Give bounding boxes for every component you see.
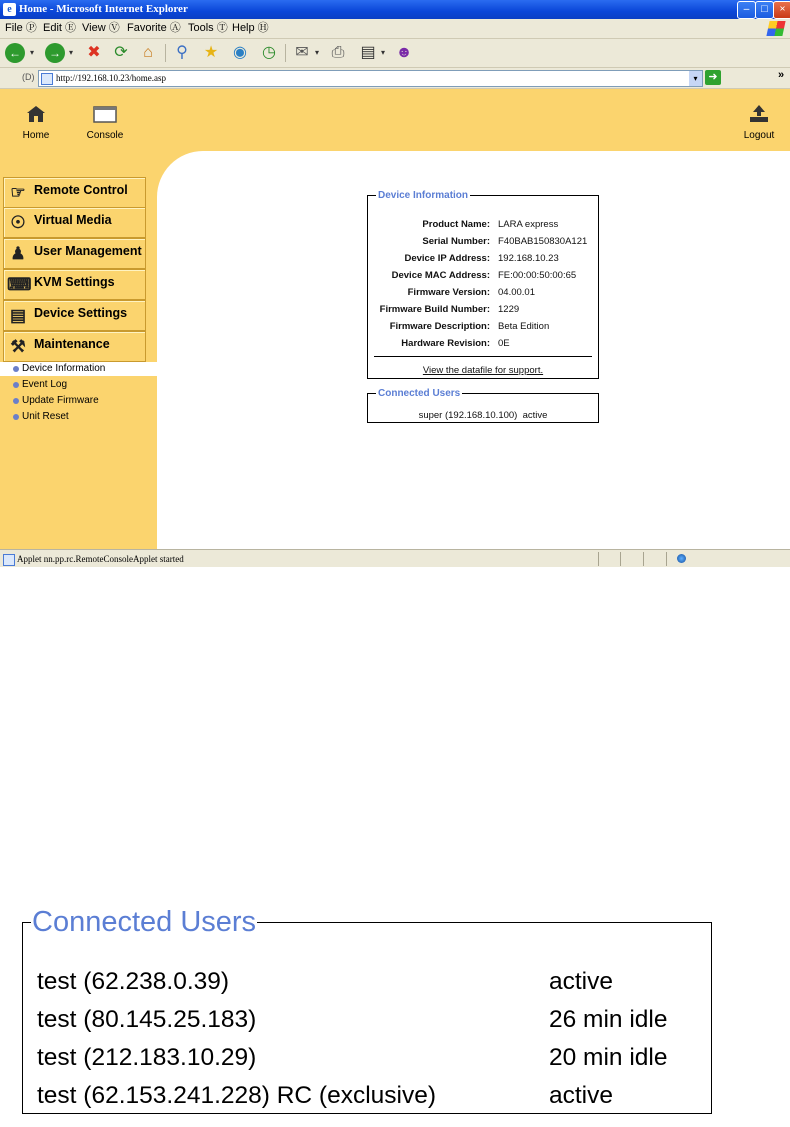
info-value: 0E	[498, 338, 510, 349]
bullet-icon	[13, 414, 19, 420]
status-divider	[666, 552, 667, 566]
windows-logo-icon	[766, 21, 785, 36]
menu-maintenance-label: Maintenance	[34, 337, 110, 351]
submenu-update-firmware[interactable]	[0, 394, 157, 408]
status-text: Applet nn.pp.rc.RemoteConsoleApplet started	[17, 554, 184, 564]
edit-word-icon[interactable]: ▤	[360, 44, 376, 61]
close-button[interactable]: ×	[773, 1, 790, 19]
address-input[interactable]	[38, 70, 703, 87]
status-bar	[0, 549, 790, 567]
device-settings-icon: ▤	[9, 306, 27, 325]
submenu-label: Unit Reset	[22, 411, 69, 422]
print-icon[interactable]: ⎙	[331, 44, 345, 61]
forward-dropdown-icon[interactable]: ▾	[69, 48, 74, 57]
info-value: LARA express	[498, 219, 559, 230]
menu-maintenance[interactable]	[3, 331, 146, 362]
user-management-icon: ♟	[10, 244, 26, 263]
bullet-icon	[13, 366, 19, 372]
home-icon	[26, 104, 46, 124]
submenu-label: Device Information	[22, 363, 106, 374]
info-row	[368, 320, 598, 333]
menu-remote-control-label: Remote Control	[34, 183, 128, 197]
datafile-support-link[interactable]: View the datafile for support.	[422, 365, 544, 376]
menu-virtual-media-label: Virtual Media	[34, 213, 112, 227]
submenu-device-information[interactable]	[0, 362, 157, 376]
info-row	[368, 337, 598, 350]
remote-control-icon: ☞	[10, 183, 26, 202]
device-information-panel	[367, 190, 599, 379]
info-label: Firmware Description:	[389, 321, 490, 332]
connected-users-detail-legend: Connected Users	[32, 906, 257, 938]
info-row	[368, 286, 598, 299]
menu-device-settings[interactable]	[3, 300, 146, 331]
history-icon[interactable]: ◷	[262, 44, 276, 61]
info-row	[368, 218, 598, 231]
forward-icon[interactable]: →	[45, 43, 65, 63]
connected-users-panel	[367, 388, 599, 423]
menu-file[interactable]: File Ⓟ	[5, 22, 37, 34]
kvm-settings-icon: ⌨	[7, 275, 32, 294]
nav-logout-label: Logout	[743, 130, 775, 141]
virtual-media-icon: ☉	[10, 213, 26, 232]
nav-console[interactable]	[82, 104, 128, 141]
user-status: 26 min idle	[549, 1006, 668, 1033]
nav-console-label: Console	[86, 130, 124, 141]
address-url[interactable]: http://192.168.10.23/home.asp	[56, 73, 166, 83]
connected-users-detail-panel	[22, 906, 712, 1114]
console-icon	[93, 104, 117, 124]
nav-home[interactable]	[14, 104, 58, 141]
favorites-star-icon[interactable]: ★	[203, 44, 219, 61]
links-chevron-icon[interactable]: »	[778, 69, 785, 81]
info-label: Hardware Revision:	[401, 338, 490, 349]
info-value: 192.168.10.23	[498, 253, 559, 264]
back-dropdown-icon[interactable]: ▾	[30, 48, 35, 57]
address-bar	[0, 68, 790, 89]
info-label: Device IP Address:	[404, 253, 490, 264]
status-divider	[643, 552, 644, 566]
info-value: 04.00.01	[498, 287, 535, 298]
window-title: Home - Microsoft Internet Explorer	[19, 3, 188, 15]
info-row	[368, 303, 598, 316]
search-icon[interactable]: ⚲	[176, 44, 188, 61]
user-status: active	[549, 1082, 614, 1109]
home-browser-icon[interactable]: ⌂	[143, 44, 153, 61]
address-label: (D)	[22, 72, 35, 82]
info-label: Product Name:	[422, 219, 490, 230]
maintenance-icon: ⚒	[10, 337, 26, 356]
mail-icon[interactable]: ✉	[295, 44, 309, 61]
info-label: Serial Number:	[422, 236, 490, 247]
user-address: test (62.238.0.39)	[37, 968, 230, 995]
info-value: FE:00:00:50:00:65	[498, 270, 577, 281]
media-icon[interactable]: ◉	[233, 44, 247, 61]
user-status: 20 min idle	[549, 1044, 668, 1071]
go-button[interactable]: ➜	[705, 70, 721, 85]
toolbar	[0, 39, 790, 68]
page-icon	[41, 73, 53, 85]
maximize-button[interactable]: □	[755, 1, 774, 19]
submenu-unit-reset[interactable]	[0, 410, 157, 424]
menu-virtual-media[interactable]	[3, 207, 146, 238]
refresh-icon[interactable]: ⟳	[114, 44, 128, 61]
submenu-event-log[interactable]	[0, 378, 157, 392]
connected-users-legend: Connected Users	[378, 388, 461, 399]
submenu-label: Update Firmware	[22, 395, 99, 406]
menu-user-management-label: User Management	[34, 244, 142, 258]
internet-zone-icon	[677, 554, 686, 563]
menu-kvm-settings[interactable]	[3, 269, 146, 300]
ie-icon: e	[3, 3, 16, 16]
info-label: Device MAC Address:	[391, 270, 490, 281]
info-value: 1229	[498, 304, 520, 315]
nav-home-label: Home	[22, 130, 50, 141]
bullet-icon	[13, 382, 19, 388]
status-divider	[620, 552, 621, 566]
bullet-icon	[13, 398, 19, 404]
mail-dropdown-icon[interactable]: ▾	[315, 48, 320, 57]
device-information-legend: Device Information	[378, 190, 469, 201]
menu-kvm-settings-label: KVM Settings	[34, 275, 115, 289]
menu-bar	[0, 19, 790, 39]
divider	[374, 356, 592, 357]
info-label: Firmware Build Number:	[379, 304, 490, 315]
user-address: test (62.153.241.228) RC (exclusive)	[37, 1082, 436, 1109]
address-dropdown-icon[interactable]: ▾	[689, 71, 702, 86]
edit-dropdown-icon[interactable]: ▾	[381, 48, 386, 57]
info-label: Firmware Version:	[407, 287, 490, 298]
status-divider	[598, 552, 599, 566]
toolbar-separator	[285, 44, 286, 62]
logout-icon	[748, 104, 770, 124]
menu-edit[interactable]: Edit Ⓔ	[43, 22, 77, 34]
minimize-button[interactable]: –	[737, 1, 756, 19]
title-bar	[0, 0, 790, 19]
menu-favorite[interactable]: Favorite Ⓐ	[127, 22, 181, 34]
info-value: Beta Edition	[498, 321, 550, 332]
menu-help[interactable]: Help Ⓗ	[232, 22, 269, 34]
menu-view[interactable]: View Ⓥ	[82, 22, 120, 34]
messenger-icon[interactable]: ☻	[395, 44, 413, 61]
toolbar-separator	[165, 44, 166, 62]
info-row	[368, 252, 598, 265]
info-value: F40BAB150830A121	[498, 236, 588, 247]
connected-user-row: super (192.168.10.100) active	[418, 410, 548, 421]
menu-device-settings-label: Device Settings	[34, 306, 128, 320]
user-address: test (80.145.25.183)	[37, 1006, 257, 1033]
user-address: test (212.183.10.29)	[37, 1044, 257, 1071]
menu-tools[interactable]: Tools Ⓣ	[188, 22, 228, 34]
page-icon	[3, 554, 15, 566]
nav-logout[interactable]	[737, 104, 781, 141]
user-status: active	[549, 968, 614, 995]
stop-icon[interactable]: ✖	[87, 44, 101, 61]
submenu-label: Event Log	[22, 379, 68, 390]
back-icon[interactable]: ←	[5, 43, 25, 63]
menu-user-management[interactable]	[3, 238, 146, 269]
info-row	[368, 269, 598, 282]
info-row	[368, 235, 598, 248]
menu-remote-control[interactable]	[3, 177, 146, 208]
